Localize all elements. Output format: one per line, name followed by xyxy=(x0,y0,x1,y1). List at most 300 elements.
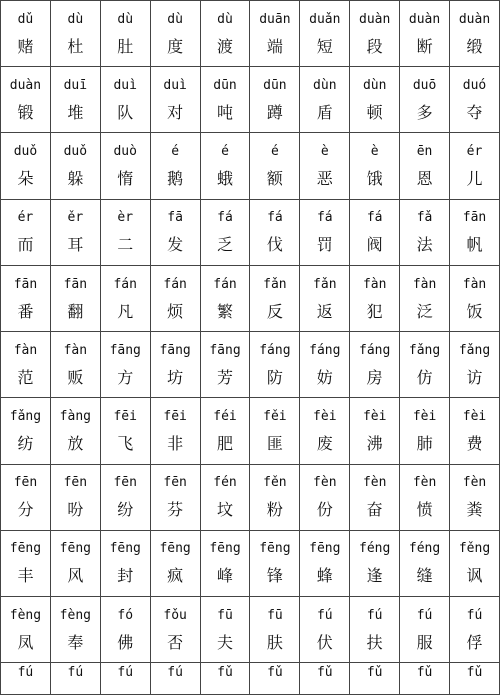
character-cell xyxy=(450,398,500,464)
pinyin-label: fèng xyxy=(9,607,42,623)
hanzi-character: 鹅 xyxy=(167,169,184,189)
pinyin-label: fèng xyxy=(59,607,91,623)
pinyin-label: ěr xyxy=(67,210,84,226)
hanzi-character: 否 xyxy=(167,632,184,652)
pinyin-label: fēn xyxy=(63,475,88,491)
hanzi-character: 芬 xyxy=(167,500,184,520)
hanzi-character: 惰 xyxy=(117,169,134,189)
pinyin-label: duǒ xyxy=(63,144,88,160)
pinyin-label: fǔ xyxy=(366,665,383,681)
hanzi-character: 范 xyxy=(17,367,34,387)
character-cell xyxy=(150,530,200,596)
character-cell xyxy=(400,597,450,663)
pinyin-label: fàn xyxy=(362,276,387,292)
pinyin-label: duǒ xyxy=(13,144,38,160)
hanzi-character: 妨 xyxy=(316,367,333,387)
hanzi-character: 愤 xyxy=(416,500,433,520)
pinyin-label: fá xyxy=(267,210,283,226)
character-cell xyxy=(100,133,150,199)
character-cell xyxy=(400,1,450,67)
hanzi-character: 蹲 xyxy=(266,102,283,122)
pinyin-label: è xyxy=(370,144,379,160)
hanzi-character: 杜 xyxy=(67,36,84,56)
pinyin-label: fēn xyxy=(113,475,137,491)
hanzi-character: 疯 xyxy=(167,566,184,586)
character-cell xyxy=(150,199,200,265)
pinyin-label: fēn xyxy=(13,475,38,491)
pinyin-label: dūn xyxy=(263,77,287,93)
character-cell xyxy=(200,1,250,67)
character-cell xyxy=(250,265,300,331)
character-cell xyxy=(200,398,250,464)
hanzi-character: 防 xyxy=(266,367,283,387)
pinyin-label: fǔ xyxy=(267,665,283,681)
character-cell xyxy=(50,332,100,398)
character-cell xyxy=(300,67,350,133)
table-row xyxy=(1,265,500,331)
character-cell xyxy=(450,199,500,265)
pinyin-label: fàn xyxy=(63,342,88,358)
hanzi-character: 朵 xyxy=(17,169,34,189)
hanzi-character: 犯 xyxy=(366,301,383,321)
pinyin-label: duì xyxy=(163,77,187,93)
hanzi-character: 封 xyxy=(117,566,134,586)
hanzi-character: 吩 xyxy=(67,500,84,520)
pinyin-label: fū xyxy=(267,607,283,623)
character-cell xyxy=(250,464,300,530)
pinyin-label: fén xyxy=(213,475,237,491)
pinyin-label: fǒu xyxy=(163,607,187,623)
character-cell xyxy=(250,1,300,67)
table-row xyxy=(1,530,500,596)
character-cell xyxy=(350,199,400,265)
pinyin-label: duàn xyxy=(359,11,391,27)
hanzi-character: 放 xyxy=(67,434,84,454)
hanzi-character: 逢 xyxy=(366,566,383,586)
hanzi-character: 粪 xyxy=(466,500,483,520)
pinyin-label: fán xyxy=(163,276,187,292)
pinyin-label: fǎng xyxy=(408,342,441,358)
hanzi-character: 份 xyxy=(316,500,333,520)
character-cell xyxy=(450,332,500,398)
hanzi-character: 丰 xyxy=(17,566,34,586)
pinyin-label: duān xyxy=(259,11,291,27)
character-cell xyxy=(50,265,100,331)
pinyin-label: fàn xyxy=(13,342,38,358)
character-cell xyxy=(300,398,350,464)
hanzi-character: 费 xyxy=(466,434,483,454)
pinyin-label: fáng xyxy=(309,342,341,358)
character-cell xyxy=(250,663,300,695)
hanzi-character: 儿 xyxy=(466,169,483,189)
pinyin-label: duó xyxy=(462,77,487,93)
pinyin-label: dùn xyxy=(313,77,337,93)
character-cell xyxy=(100,199,150,265)
character-cell xyxy=(300,663,350,695)
character-cell xyxy=(300,332,350,398)
character-cell xyxy=(350,265,400,331)
pinyin-label: fāng xyxy=(159,342,191,358)
hanzi-character: 扶 xyxy=(366,632,383,652)
character-cell xyxy=(350,530,400,596)
pinyin-label: fán xyxy=(213,276,237,292)
pinyin-label: féng xyxy=(408,541,441,557)
table-row xyxy=(1,67,500,133)
hanzi-character: 返 xyxy=(316,301,333,321)
pinyin-label: féng xyxy=(359,541,391,557)
pinyin-label: fáng xyxy=(359,342,391,358)
character-cell xyxy=(300,530,350,596)
character-cell xyxy=(150,398,200,464)
hanzi-character: 佛 xyxy=(117,632,134,652)
hanzi-character: 伏 xyxy=(316,632,333,652)
hanzi-character: 短 xyxy=(316,36,333,56)
character-cell xyxy=(300,133,350,199)
character-cell xyxy=(250,398,300,464)
pinyin-label: ér xyxy=(17,210,34,226)
character-cell xyxy=(350,332,400,398)
pinyin-label: fá xyxy=(217,210,233,226)
hanzi-character: 反 xyxy=(266,301,283,321)
character-cell xyxy=(50,1,100,67)
character-cell xyxy=(350,1,400,67)
hanzi-character: 凤 xyxy=(17,632,34,652)
character-cell xyxy=(400,398,450,464)
table-row xyxy=(1,398,500,464)
pinyin-label: dù xyxy=(167,11,183,27)
pinyin-label: fá xyxy=(316,210,333,226)
hanzi-character: 夺 xyxy=(466,102,483,122)
character-cell xyxy=(100,265,150,331)
character-cell xyxy=(450,597,500,663)
hanzi-character: 顿 xyxy=(366,102,383,122)
table-row xyxy=(1,464,500,530)
pinyin-label: fàng xyxy=(59,409,91,425)
character-cell xyxy=(250,199,300,265)
table-row xyxy=(1,597,500,663)
character-cell xyxy=(150,67,200,133)
hanzi-character: 繁 xyxy=(217,301,234,321)
pinyin-label: fǔ xyxy=(416,665,433,681)
character-cell xyxy=(350,663,400,695)
hanzi-character: 奋 xyxy=(366,500,383,520)
character-cell xyxy=(450,663,500,695)
pinyin-label: fú xyxy=(416,607,433,623)
hanzi-character: 废 xyxy=(316,434,333,454)
pinyin-label: duàn xyxy=(408,11,441,27)
hanzi-character: 二 xyxy=(117,235,134,255)
character-cell xyxy=(350,133,400,199)
hanzi-character: 纺 xyxy=(17,434,34,454)
pinyin-label: fǔ xyxy=(217,665,233,681)
character-cell xyxy=(50,464,100,530)
character-cell xyxy=(100,597,150,663)
pinyin-label: fěng xyxy=(458,541,491,557)
hanzi-character: 耳 xyxy=(67,235,84,255)
hanzi-character: 伐 xyxy=(266,235,283,255)
pinyin-label: fū xyxy=(217,607,233,623)
pinyin-label: fó xyxy=(117,607,134,623)
pinyin-label: fēi xyxy=(163,409,187,425)
character-cell xyxy=(100,663,150,695)
pinyin-label: fá xyxy=(366,210,383,226)
character-cell xyxy=(400,332,450,398)
character-cell xyxy=(200,133,250,199)
pinyin-label: duì xyxy=(113,77,137,93)
hanzi-character: 对 xyxy=(167,102,184,122)
character-cell xyxy=(200,464,250,530)
pinyin-label: fèi xyxy=(462,409,487,425)
character-cell xyxy=(200,265,250,331)
pinyin-label: fēng xyxy=(259,541,291,557)
character-cell xyxy=(1,1,51,67)
character-cell xyxy=(100,530,150,596)
character-cell xyxy=(150,133,200,199)
hanzi-character: 方 xyxy=(117,367,134,387)
pinyin-label: è xyxy=(320,144,329,160)
pinyin-label: fú xyxy=(366,607,383,623)
hanzi-character: 坟 xyxy=(217,500,234,520)
hanzi-character: 蜂 xyxy=(316,566,333,586)
character-cell xyxy=(200,597,250,663)
character-cell xyxy=(250,530,300,596)
character-cell xyxy=(300,597,350,663)
pinyin-label: fǎn xyxy=(263,276,287,292)
hanzi-character: 法 xyxy=(416,235,433,255)
hanzi-character: 访 xyxy=(466,367,483,387)
character-cell xyxy=(1,398,51,464)
pinyin-label: duī xyxy=(63,77,88,93)
pinyin-label: fú xyxy=(167,665,183,681)
table-row xyxy=(1,133,500,199)
character-cell xyxy=(300,464,350,530)
hanzi-character: 肥 xyxy=(217,434,234,454)
pinyin-label: fèn xyxy=(462,475,487,491)
character-cell xyxy=(250,67,300,133)
character-cell xyxy=(450,1,500,67)
hanzi-character: 躲 xyxy=(67,169,84,189)
hanzi-character: 俘 xyxy=(466,632,483,652)
character-cell xyxy=(50,530,100,596)
pinyin-label: duǎn xyxy=(309,11,341,27)
hanzi-character: 锻 xyxy=(17,102,34,122)
hanzi-character: 番 xyxy=(17,301,34,321)
pinyin-label: fú xyxy=(316,607,333,623)
character-cell xyxy=(150,332,200,398)
hanzi-character: 断 xyxy=(416,36,433,56)
character-cell xyxy=(450,265,500,331)
pinyin-label: ér xyxy=(466,144,483,160)
hanzi-character: 帆 xyxy=(466,235,483,255)
character-cell xyxy=(1,464,51,530)
pinyin-label: fèn xyxy=(412,475,437,491)
pinyin-label: ēn xyxy=(416,144,433,160)
hanzi-character: 发 xyxy=(167,235,184,255)
hanzi-character: 赌 xyxy=(17,36,34,56)
hanzi-character: 缝 xyxy=(416,566,433,586)
pinyin-label: é xyxy=(270,144,279,160)
pinyin-label: fán xyxy=(113,276,137,292)
table-row xyxy=(1,332,500,398)
character-cell xyxy=(400,199,450,265)
character-cell xyxy=(200,530,250,596)
pinyin-label: fěn xyxy=(263,475,287,491)
character-cell xyxy=(350,398,400,464)
hanzi-character: 肚 xyxy=(117,36,134,56)
pinyin-label: fāng xyxy=(209,342,241,358)
hanzi-character: 乏 xyxy=(217,235,234,255)
hanzi-character: 恶 xyxy=(316,169,333,189)
pinyin-label: fàn xyxy=(462,276,487,292)
hanzi-character: 泛 xyxy=(416,301,433,321)
character-cell xyxy=(300,265,350,331)
pinyin-label: duō xyxy=(412,77,437,93)
character-cell xyxy=(350,67,400,133)
hanzi-character: 分 xyxy=(17,500,34,520)
pinyin-label: fǎn xyxy=(313,276,337,292)
character-cell xyxy=(150,464,200,530)
hanzi-character: 盾 xyxy=(316,102,333,122)
pinyin-label: fěi xyxy=(263,409,287,425)
pinyin-label: dǔ xyxy=(17,11,34,27)
character-cell xyxy=(200,332,250,398)
character-cell xyxy=(450,464,500,530)
hanzi-character: 讽 xyxy=(466,566,483,586)
pinyin-label: é xyxy=(171,144,180,160)
character-cell xyxy=(200,67,250,133)
hanzi-character: 凡 xyxy=(117,301,134,321)
pinyin-label: fú xyxy=(117,665,134,681)
pinyin-label: fú xyxy=(67,665,84,681)
character-cell xyxy=(400,67,450,133)
pinyin-label: fēng xyxy=(159,541,191,557)
hanzi-character: 饭 xyxy=(466,301,483,321)
hanzi-character: 端 xyxy=(266,36,283,56)
pinyin-label: fān xyxy=(63,276,88,292)
pinyin-label: fèi xyxy=(313,409,337,425)
pinyin-label: duò xyxy=(113,144,137,160)
character-cell xyxy=(1,67,51,133)
pinyin-label: fēn xyxy=(163,475,187,491)
pinyin-label: fēng xyxy=(209,541,241,557)
pinyin-label: fēi xyxy=(113,409,137,425)
pinyin-label: fú xyxy=(466,607,483,623)
pinyin-label: duàn xyxy=(9,77,42,93)
pinyin-label: fǎ xyxy=(416,210,433,226)
hanzi-character: 阀 xyxy=(366,235,383,255)
hanzi-character: 额 xyxy=(266,169,283,189)
character-cell xyxy=(450,67,500,133)
hanzi-character: 度 xyxy=(167,36,184,56)
pinyin-label: fēng xyxy=(109,541,141,557)
pinyin-label: fàn xyxy=(412,276,437,292)
character-cell xyxy=(100,464,150,530)
pinyin-label: fèn xyxy=(362,475,387,491)
hanzi-character: 缎 xyxy=(466,36,483,56)
hanzi-character: 芳 xyxy=(217,367,234,387)
character-cell xyxy=(300,1,350,67)
hanzi-character: 飞 xyxy=(117,434,134,454)
character-cell xyxy=(1,133,51,199)
pinyin-label: fēng xyxy=(309,541,341,557)
character-cell xyxy=(100,67,150,133)
pinyin-label: fān xyxy=(462,210,487,226)
pinyin-label: fú xyxy=(17,665,34,681)
pinyin-label: duàn xyxy=(458,11,491,27)
character-cell xyxy=(1,265,51,331)
hanzi-character: 坊 xyxy=(167,367,184,387)
character-cell xyxy=(50,597,100,663)
character-cell xyxy=(400,464,450,530)
pinyin-label: fèn xyxy=(313,475,337,491)
hanzi-character: 渡 xyxy=(217,36,234,56)
character-cell xyxy=(200,199,250,265)
pinyin-label: féi xyxy=(213,409,237,425)
hanzi-character: 粉 xyxy=(266,500,283,520)
pinyin-label: fān xyxy=(13,276,38,292)
character-cell xyxy=(1,530,51,596)
hanzi-character: 锋 xyxy=(266,566,283,586)
character-cell xyxy=(100,398,150,464)
character-cell xyxy=(450,133,500,199)
character-cell xyxy=(200,663,250,695)
character-cell xyxy=(300,199,350,265)
table-row xyxy=(1,663,500,695)
hanzi-character: 风 xyxy=(67,566,84,586)
character-cell xyxy=(50,663,100,695)
hanzi-character: 罚 xyxy=(316,235,333,255)
pinyin-label: èr xyxy=(117,210,134,226)
pinyin-label: dūn xyxy=(213,77,237,93)
table-row xyxy=(1,199,500,265)
hanzi-character: 翻 xyxy=(67,301,84,321)
hanzi-character: 队 xyxy=(117,102,134,122)
character-cell xyxy=(1,597,51,663)
pinyin-label: dù xyxy=(117,11,134,27)
pinyin-label: fáng xyxy=(259,342,291,358)
character-cell xyxy=(1,663,51,695)
character-cell xyxy=(50,67,100,133)
hanzi-character: 奉 xyxy=(67,632,84,652)
hanzi-character: 贩 xyxy=(67,367,84,387)
hanzi-character: 饿 xyxy=(366,169,383,189)
character-cell xyxy=(50,199,100,265)
hanzi-character: 夫 xyxy=(217,632,234,652)
hanzi-character: 仿 xyxy=(416,367,433,387)
character-cell xyxy=(250,332,300,398)
character-cell xyxy=(150,265,200,331)
character-cell xyxy=(1,199,51,265)
hanzi-character: 烦 xyxy=(167,301,184,321)
pinyin-label: fǎng xyxy=(9,409,42,425)
hanzi-character: 肺 xyxy=(416,434,433,454)
character-cell xyxy=(400,530,450,596)
character-cell xyxy=(350,464,400,530)
hanzi-character: 沸 xyxy=(366,434,383,454)
character-cell xyxy=(50,398,100,464)
hanzi-character: 肤 xyxy=(266,632,283,652)
hanzi-character: 堆 xyxy=(67,102,84,122)
hanzi-character: 非 xyxy=(167,434,184,454)
hanzi-character: 而 xyxy=(17,235,34,255)
hanzi-character: 峰 xyxy=(217,566,234,586)
pinyin-label: fǔ xyxy=(316,665,333,681)
character-cell xyxy=(150,663,200,695)
character-cell xyxy=(250,133,300,199)
character-cell xyxy=(100,332,150,398)
hanzi-character: 房 xyxy=(366,367,383,387)
character-cell xyxy=(50,133,100,199)
